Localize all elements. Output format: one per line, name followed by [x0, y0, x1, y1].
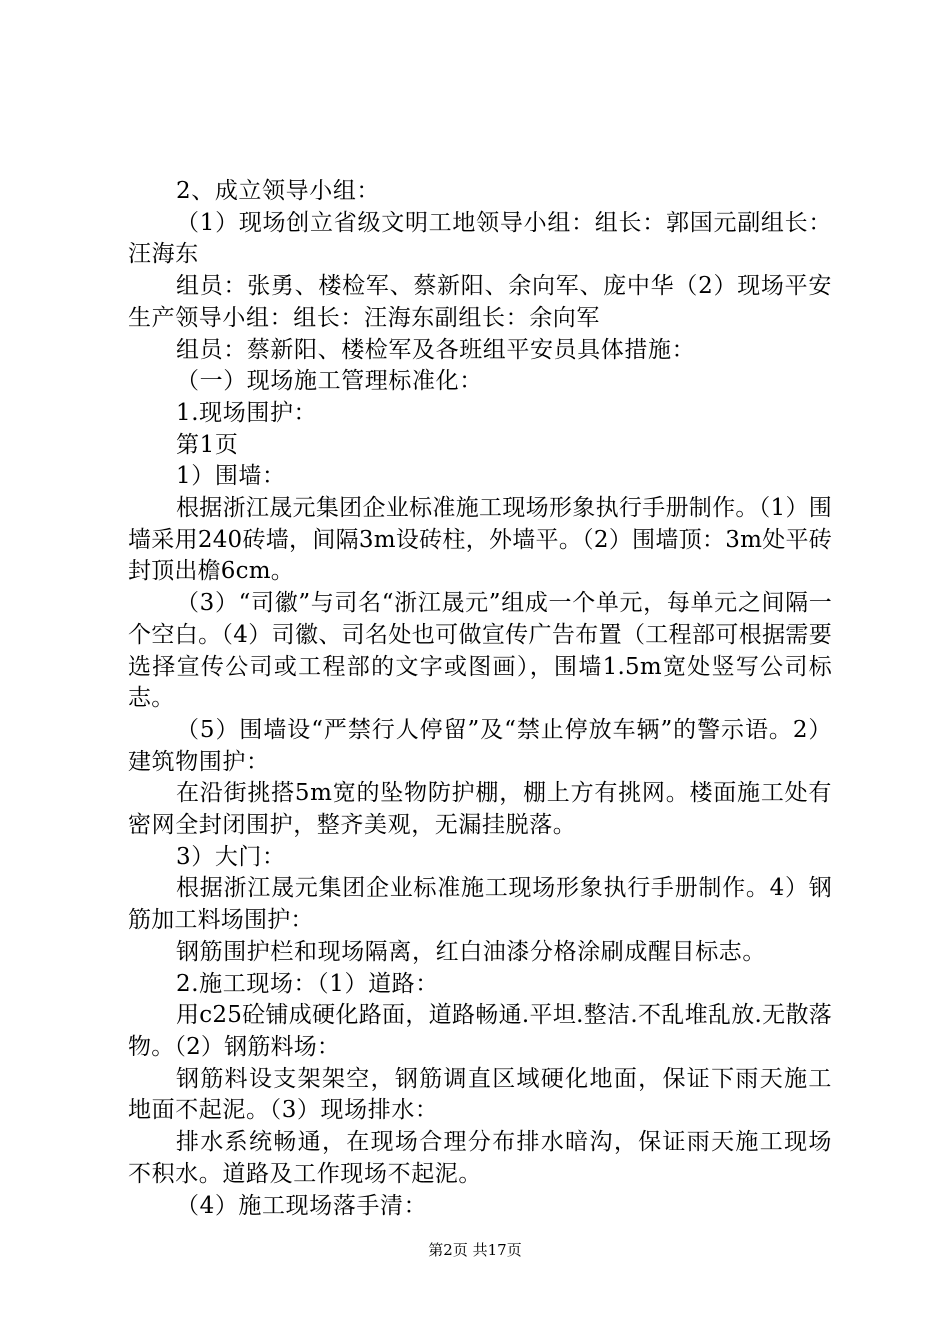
paragraph-7: 第1页: [176, 431, 239, 458]
paragraph-4: 组员：蔡新阳、楼检军及各班组平安员具体措施：: [176, 336, 696, 363]
paragraph-14: 根据浙江晟元集团企业标准施工现场形象执行手册制作。4）钢筋加工料场围护：: [128, 875, 832, 934]
page-footer: [0, 1240, 950, 1260]
paragraph-17: 用c25砼铺成硬化路面，道路畅通.平坦.整洁.不乱堆乱放.无散落物。（2）钢筋料场：: [128, 1002, 832, 1060]
paragraph-1: 2、成立领导小组：: [176, 178, 381, 204]
paragraph-6: 1.现场围护：: [176, 399, 318, 426]
paragraph-12: 在沿街挑搭5m宽的坠物防护棚，棚上方有挑网。楼面施工处有密网全封闭围护，整齐美观，无漏挂脱落。: [128, 780, 832, 839]
paragraph-13: 3）大门：: [176, 843, 286, 870]
paragraph-19: 排水系统畅通，在现场合理分布排水暗沟，保证雨天施工现场不积水。道路及工作现场不起泥。: [128, 1129, 832, 1187]
paragraph-2: （1）现场创立省级文明工地领导小组：组长：郭国元副组长：汪海东: [128, 209, 832, 268]
paragraph-18: 钢筋料设支架架空，钢筋调直区域硬化地面，保证下雨天施工地面不起泥。（3）现场排水：: [128, 1065, 832, 1124]
paragraph-3: 组员：张勇、楼检军、蔡新阳、余向军、庞中华（2）现场平安生产领导小组：组长：汪海东副组长：余向军: [128, 273, 832, 331]
paragraph-8: 1）围墙：: [176, 463, 286, 490]
paragraph-10: （3）“司徽”与司名“浙江晟元”组成一个单元，每单元之间隔一个空白。（4）司徽、司名处也可做宣传广告布置（工程部可根据需要选择宣传公司或工程部的文字或图画），围墙1.5m宽处竖写公司标志。: [128, 590, 832, 712]
paragraph-15: 钢筋围护栏和现场隔离，红白油漆分格涂刷成醒目标志。: [176, 938, 766, 965]
document-body: [128, 176, 832, 1222]
paragraph-20: （4）施工现场落手清：: [176, 1192, 428, 1219]
paragraph-9: 根据浙江晟元集团企业标准施工现场形象执行手册制作。（1）围墙采用240砖墙，间隔3m设砖柱，外墙平。（2）围墙顶：3m处平砖封顶出檐6cm。: [128, 495, 832, 585]
paragraph-11: （5）围墙设“严禁行人停留”及“禁止停放车辆”的警示语。2）建筑物围护：: [128, 716, 832, 775]
paragraph-5: （一）现场施工管理标准化：: [176, 368, 483, 395]
paragraph-16: 2.施工现场：（1）道路：: [176, 970, 439, 997]
page-number-label: 第2页 共17页: [428, 1241, 522, 1259]
